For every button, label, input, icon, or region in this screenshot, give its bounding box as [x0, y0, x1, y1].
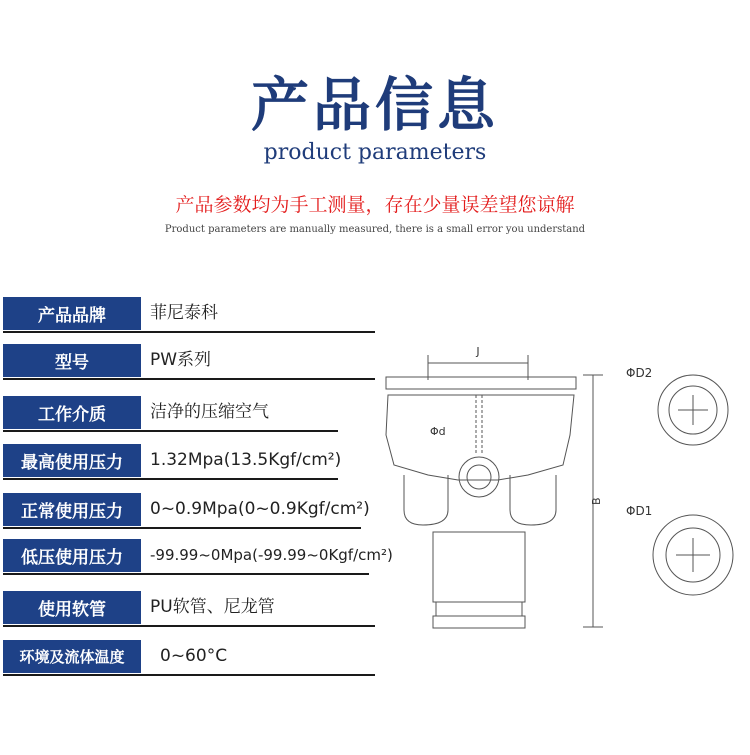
row-divider: [3, 674, 375, 676]
fitting-left-lobe: [404, 475, 448, 525]
label-j: J: [476, 345, 480, 358]
row-divider: [3, 625, 375, 627]
label-d2: ΦD2: [626, 366, 653, 380]
row-divider: [3, 573, 369, 575]
spec-value: PU软管、尼龙管: [150, 597, 275, 617]
spec-value: -99.99~0Mpa(-99.99~0Kgf/cm²): [150, 546, 393, 564]
spec-label: 工作介质: [3, 396, 141, 429]
spec-value: 洁净的压缩空气: [150, 402, 269, 422]
row-divider: [3, 478, 338, 480]
label-d1: ΦD1: [626, 504, 653, 518]
row-divider: [3, 527, 361, 529]
spec-label: 使用软管: [3, 591, 141, 624]
technical-drawing: [378, 335, 750, 645]
fitting-right-lobe: [510, 475, 556, 525]
row-divider: [3, 378, 375, 380]
spec-label: 最高使用压力: [3, 444, 141, 477]
page-title: 产品信息: [250, 71, 499, 139]
spec-label: 低压使用压力: [3, 539, 141, 572]
spec-value: PW系列: [150, 350, 212, 370]
spec-value: 1.32Mpa(13.5Kgf/cm²): [150, 450, 342, 470]
fitting-top-flange: [386, 377, 576, 389]
notice-cn: 产品参数均为手工测量，存在少量误差望您谅解: [175, 194, 575, 216]
notice-en: Product parameters are manually measured, there is a small error you understand: [164, 224, 586, 235]
row-divider: [3, 331, 375, 333]
spec-label: 产品品牌: [3, 297, 141, 330]
fitting-stem: [433, 532, 525, 602]
spec-label: 型号: [3, 344, 141, 377]
page-subtitle: product parameters: [263, 140, 487, 165]
label-d: Φd: [430, 425, 446, 438]
label-b: B: [590, 497, 603, 505]
spec-value: 0~0.9Mpa(0~0.9Kgf/cm²): [150, 499, 370, 519]
spec-value: 菲尼泰科: [150, 303, 218, 323]
spec-label: 环境及流体温度: [3, 640, 141, 673]
fitting-body: [386, 395, 574, 480]
spec-label: 正常使用压力: [3, 493, 141, 526]
spec-value: 0~60°C: [160, 646, 228, 666]
fitting-drawing-svg: [378, 335, 750, 645]
row-divider: [3, 430, 338, 432]
fitting-center-port: [459, 457, 499, 497]
